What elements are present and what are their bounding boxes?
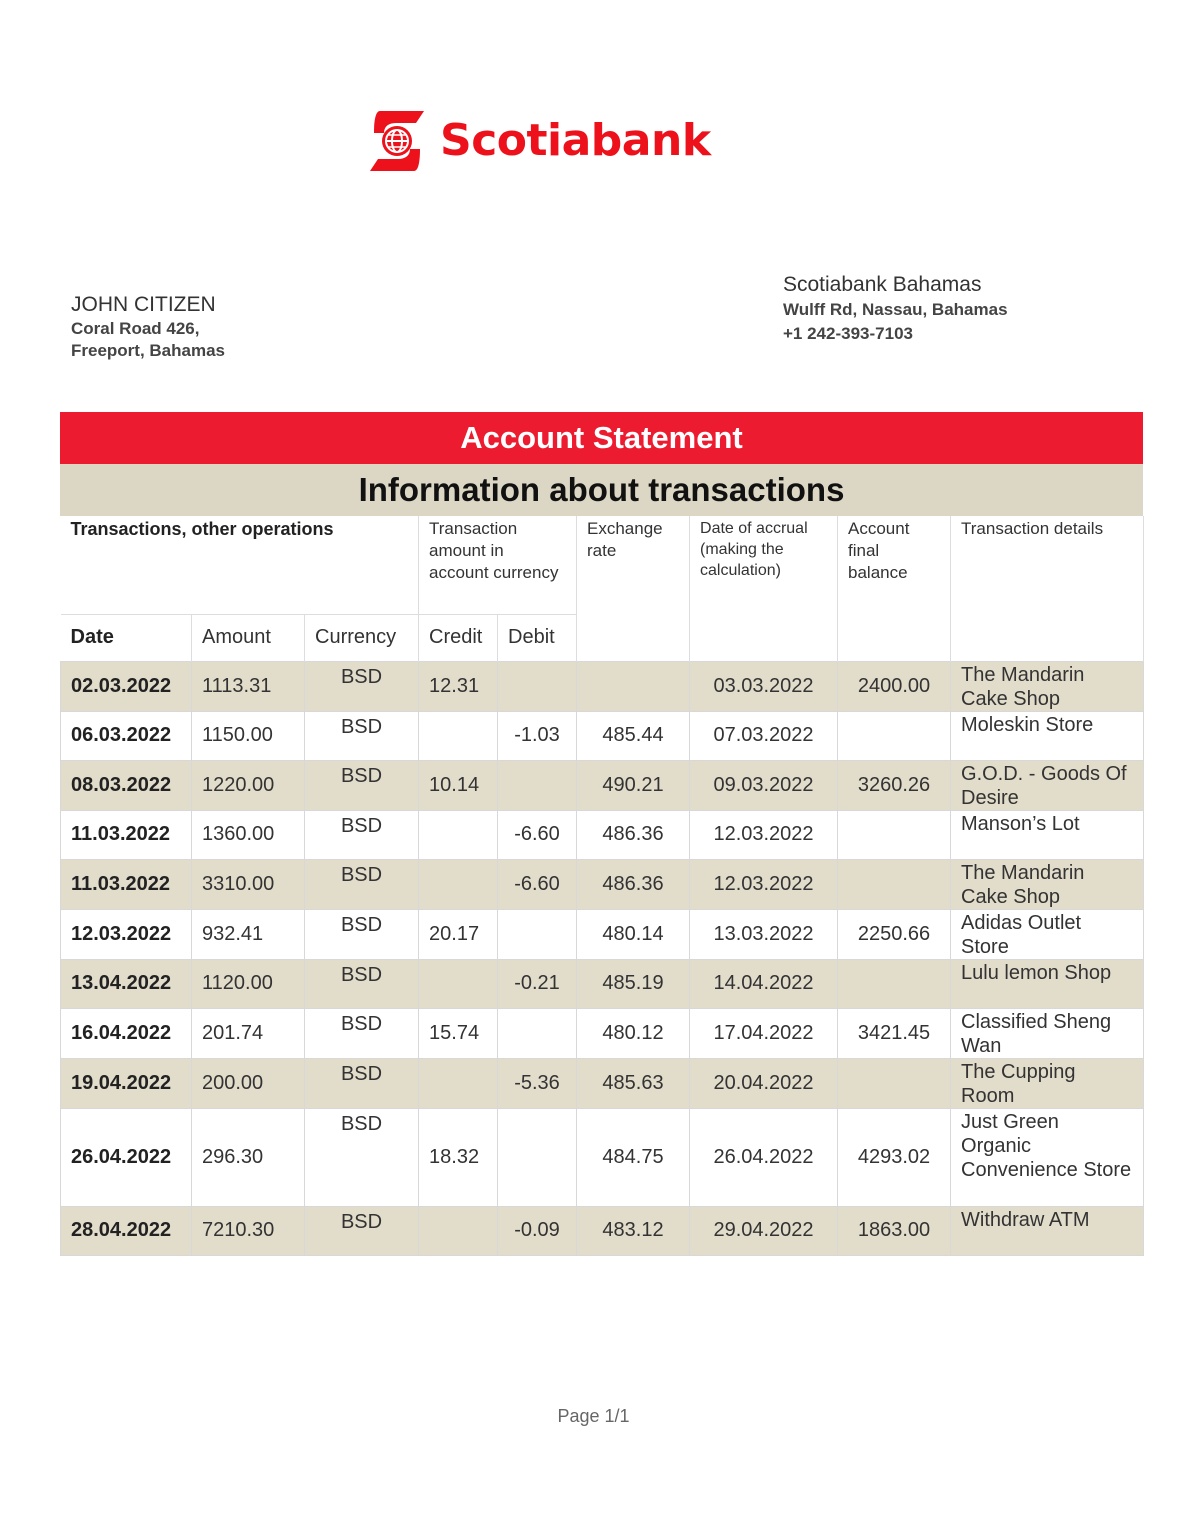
logo-wordmark: Scotiabank — [440, 115, 711, 166]
tx-date: 11.03.2022 — [61, 810, 192, 859]
tx-date: 02.03.2022 — [61, 661, 192, 711]
statement-subtitle: Information about transactions — [60, 464, 1143, 516]
table-row — [61, 810, 1144, 859]
tx-exchange-rate: 485.44 — [577, 711, 690, 760]
tx-debit: -0.21 — [498, 959, 577, 1008]
table-row — [61, 711, 1144, 760]
tx-accrual-date: 20.04.2022 — [690, 1058, 838, 1108]
tx-details: Lulu lemon Shop — [951, 959, 1144, 1008]
tx-exchange-rate: 490.21 — [577, 760, 690, 810]
tx-date: 26.04.2022 — [61, 1108, 192, 1206]
tx-accrual-date: 13.03.2022 — [690, 909, 838, 959]
table-row — [61, 959, 1144, 1008]
tx-final-balance — [838, 1058, 951, 1108]
transactions-body — [61, 661, 1144, 1255]
tx-final-balance — [838, 959, 951, 1008]
tx-currency: BSD — [305, 810, 419, 859]
tx-details: The Cupping Room — [951, 1058, 1144, 1108]
bank-address: Wulff Rd, Nassau, Bahamas — [783, 300, 1008, 319]
tx-amount: 1150.00 — [192, 711, 305, 760]
tx-debit: -0.09 — [498, 1206, 577, 1255]
tx-exchange-rate: 484.75 — [577, 1108, 690, 1206]
header-details: Transaction details — [951, 516, 1144, 661]
table-row — [61, 1206, 1144, 1255]
tx-accrual-date: 09.03.2022 — [690, 760, 838, 810]
table-row — [61, 1108, 1144, 1206]
tx-exchange-rate — [577, 661, 690, 711]
tx-currency: BSD — [305, 661, 419, 711]
tx-amount: 1360.00 — [192, 810, 305, 859]
tx-currency: BSD — [305, 711, 419, 760]
tx-currency: BSD — [305, 909, 419, 959]
tx-credit — [419, 959, 498, 1008]
tx-final-balance: 2250.66 — [838, 909, 951, 959]
tx-date: 13.04.2022 — [61, 959, 192, 1008]
tx-debit — [498, 661, 577, 711]
tx-debit — [498, 760, 577, 810]
tx-accrual-date: 29.04.2022 — [690, 1206, 838, 1255]
tx-amount: 3310.00 — [192, 859, 305, 909]
bank-address-block — [783, 272, 1008, 346]
tx-accrual-date: 12.03.2022 — [690, 810, 838, 859]
account-statement — [60, 412, 1143, 1256]
tx-currency: BSD — [305, 1008, 419, 1058]
tx-date: 28.04.2022 — [61, 1206, 192, 1255]
table-row — [61, 909, 1144, 959]
customer-address-block — [71, 292, 225, 362]
table-row — [61, 1058, 1144, 1108]
header-amount: Amount — [192, 614, 305, 661]
tx-final-balance: 1863.00 — [838, 1206, 951, 1255]
tx-currency: BSD — [305, 760, 419, 810]
bank-logo — [366, 108, 711, 174]
tx-exchange-rate: 486.36 — [577, 859, 690, 909]
tx-exchange-rate: 483.12 — [577, 1206, 690, 1255]
tx-date: 06.03.2022 — [61, 711, 192, 760]
tx-date: 11.03.2022 — [61, 859, 192, 909]
tx-final-balance: 4293.02 — [838, 1108, 951, 1206]
tx-credit — [419, 1206, 498, 1255]
tx-amount: 201.74 — [192, 1008, 305, 1058]
header-transactions: Transactions, other operations — [61, 516, 419, 614]
tx-details: Just Green Organic Convenience Store — [951, 1108, 1144, 1206]
tx-credit: 10.14 — [419, 760, 498, 810]
tx-final-balance — [838, 711, 951, 760]
tx-debit — [498, 1008, 577, 1058]
tx-details: G.O.D. - Goods Of Desire — [951, 760, 1144, 810]
header-currency: Currency — [305, 614, 419, 661]
table-row — [61, 1008, 1144, 1058]
table-row — [61, 661, 1144, 711]
tx-final-balance — [838, 859, 951, 909]
tx-exchange-rate: 480.14 — [577, 909, 690, 959]
tx-exchange-rate: 485.63 — [577, 1058, 690, 1108]
statement-title: Account Statement — [60, 412, 1143, 464]
tx-currency: BSD — [305, 1108, 419, 1206]
tx-currency: BSD — [305, 959, 419, 1008]
bank-phone: +1 242-393-7103 — [783, 324, 913, 343]
tx-credit — [419, 810, 498, 859]
tx-exchange-rate: 480.12 — [577, 1008, 690, 1058]
tx-amount: 932.41 — [192, 909, 305, 959]
tx-amount: 1220.00 — [192, 760, 305, 810]
tx-accrual-date: 12.03.2022 — [690, 859, 838, 909]
tx-amount: 7210.30 — [192, 1206, 305, 1255]
header-exchange-rate: Exchange rate — [577, 516, 690, 661]
tx-details: Moleskin Store — [951, 711, 1144, 760]
tx-accrual-date: 17.04.2022 — [690, 1008, 838, 1058]
tx-date: 19.04.2022 — [61, 1058, 192, 1108]
page-number: Page 1/1 — [557, 1406, 630, 1426]
header-amount-in-currency: Transaction amount in account currency — [419, 516, 577, 614]
tx-currency: BSD — [305, 859, 419, 909]
tx-details: Withdraw ATM — [951, 1206, 1144, 1255]
tx-debit: -6.60 — [498, 859, 577, 909]
tx-debit: -1.03 — [498, 711, 577, 760]
header-date: Date — [61, 614, 192, 661]
header-final-balance: Account final balance — [838, 516, 951, 661]
tx-amount: 200.00 — [192, 1058, 305, 1108]
tx-credit: 15.74 — [419, 1008, 498, 1058]
customer-address-line1: Coral Road 426, — [71, 319, 200, 338]
tx-debit — [498, 1108, 577, 1206]
header-debit: Debit — [498, 614, 577, 661]
tx-accrual-date: 14.04.2022 — [690, 959, 838, 1008]
tx-details: Adidas Outlet Store — [951, 909, 1144, 959]
customer-address-line2: Freeport, Bahamas — [71, 341, 225, 360]
table-row — [61, 760, 1144, 810]
tx-debit — [498, 909, 577, 959]
header-date-of-accrual: Date of accrual (making the calculation) — [690, 516, 838, 661]
tx-final-balance: 3260.26 — [838, 760, 951, 810]
tx-debit: -6.60 — [498, 810, 577, 859]
tx-exchange-rate: 486.36 — [577, 810, 690, 859]
tx-date: 16.04.2022 — [61, 1008, 192, 1058]
customer-name: JOHN CITIZEN — [71, 293, 216, 316]
tx-final-balance — [838, 810, 951, 859]
tx-details: The Mandarin Cake Shop — [951, 859, 1144, 909]
table-row — [61, 859, 1144, 909]
tx-credit: 12.31 — [419, 661, 498, 711]
bank-name: Scotiabank Bahamas — [783, 273, 982, 296]
tx-debit: -5.36 — [498, 1058, 577, 1108]
tx-amount: 1120.00 — [192, 959, 305, 1008]
tx-date: 12.03.2022 — [61, 909, 192, 959]
tx-accrual-date: 26.04.2022 — [690, 1108, 838, 1206]
tx-details: Classified Sheng Wan — [951, 1008, 1144, 1058]
transactions-table — [60, 516, 1144, 1256]
tx-credit — [419, 1058, 498, 1108]
tx-amount: 296.30 — [192, 1108, 305, 1206]
tx-credit — [419, 859, 498, 909]
tx-final-balance: 2400.00 — [838, 661, 951, 711]
tx-credit — [419, 711, 498, 760]
scotiabank-s-globe-icon — [366, 109, 428, 173]
tx-accrual-date: 03.03.2022 — [690, 661, 838, 711]
tx-currency: BSD — [305, 1206, 419, 1255]
tx-credit: 20.17 — [419, 909, 498, 959]
tx-credit: 18.32 — [419, 1108, 498, 1206]
tx-accrual-date: 07.03.2022 — [690, 711, 838, 760]
tx-exchange-rate: 485.19 — [577, 959, 690, 1008]
header-credit: Credit — [419, 614, 498, 661]
tx-final-balance: 3421.45 — [838, 1008, 951, 1058]
tx-date: 08.03.2022 — [61, 760, 192, 810]
tx-currency: BSD — [305, 1058, 419, 1108]
tx-amount: 1113.31 — [192, 661, 305, 711]
tx-details: Manson’s Lot — [951, 810, 1144, 859]
tx-details: The Mandarin Cake Shop — [951, 661, 1144, 711]
